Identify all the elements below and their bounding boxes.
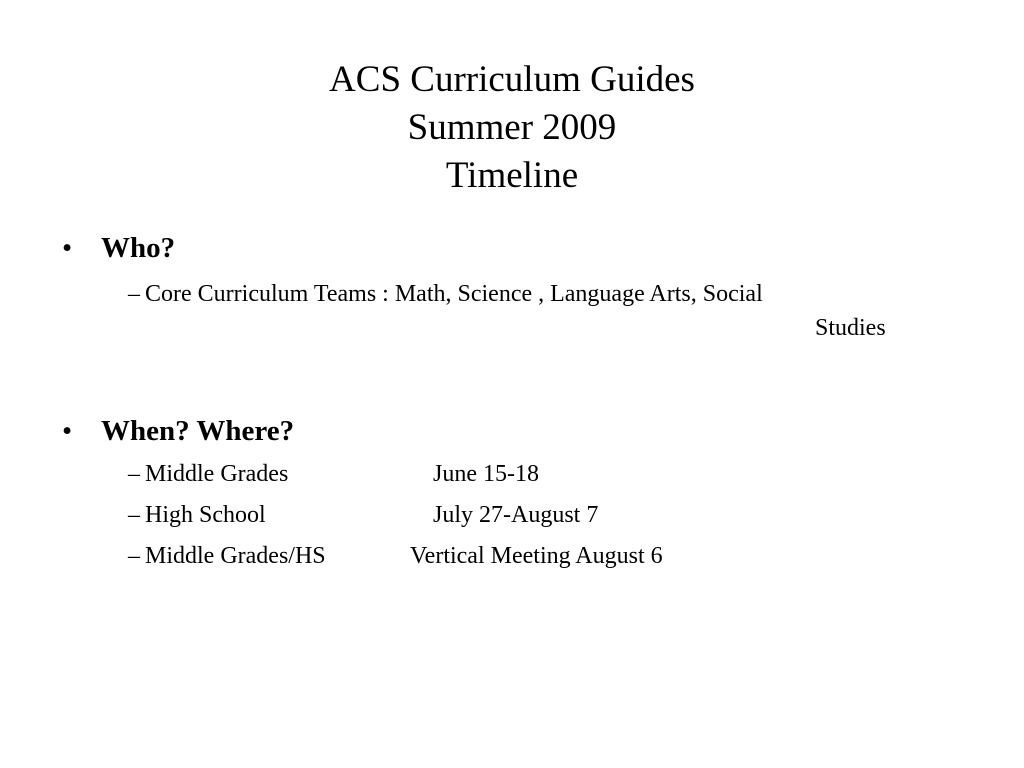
schedule-item-detail: Vertical Meeting August 6 — [410, 543, 663, 569]
who-item-continuation: Studies — [815, 315, 886, 341]
dash-icon: – — [128, 502, 140, 528]
who-item-text: Core Curriculum Teams : Math, Science , Language Arts, Social — [145, 281, 763, 307]
dash-icon: – — [128, 281, 140, 307]
schedule-item-label: Middle Grades/HS — [145, 543, 326, 569]
dash-icon: – — [128, 543, 140, 569]
title-line-3: Timeline — [445, 155, 579, 196]
schedule-item-detail: July 27-August 7 — [433, 502, 599, 528]
bullet-dot-icon: • — [62, 415, 73, 447]
dash-icon: – — [128, 461, 140, 487]
slide-title — [0, 56, 1024, 200]
bullet-dot-icon: • — [62, 232, 73, 264]
who-heading: Who? — [101, 232, 176, 264]
schedule-item-label: High School — [145, 502, 266, 528]
title-line-2: Summer 2009 — [407, 107, 617, 148]
schedule-item-detail: June 15-18 — [433, 461, 539, 487]
title-line-1: ACS Curriculum Guides — [329, 59, 695, 100]
schedule-item-label: Middle Grades — [145, 461, 289, 487]
when-where-heading: When? Where? — [101, 415, 295, 447]
